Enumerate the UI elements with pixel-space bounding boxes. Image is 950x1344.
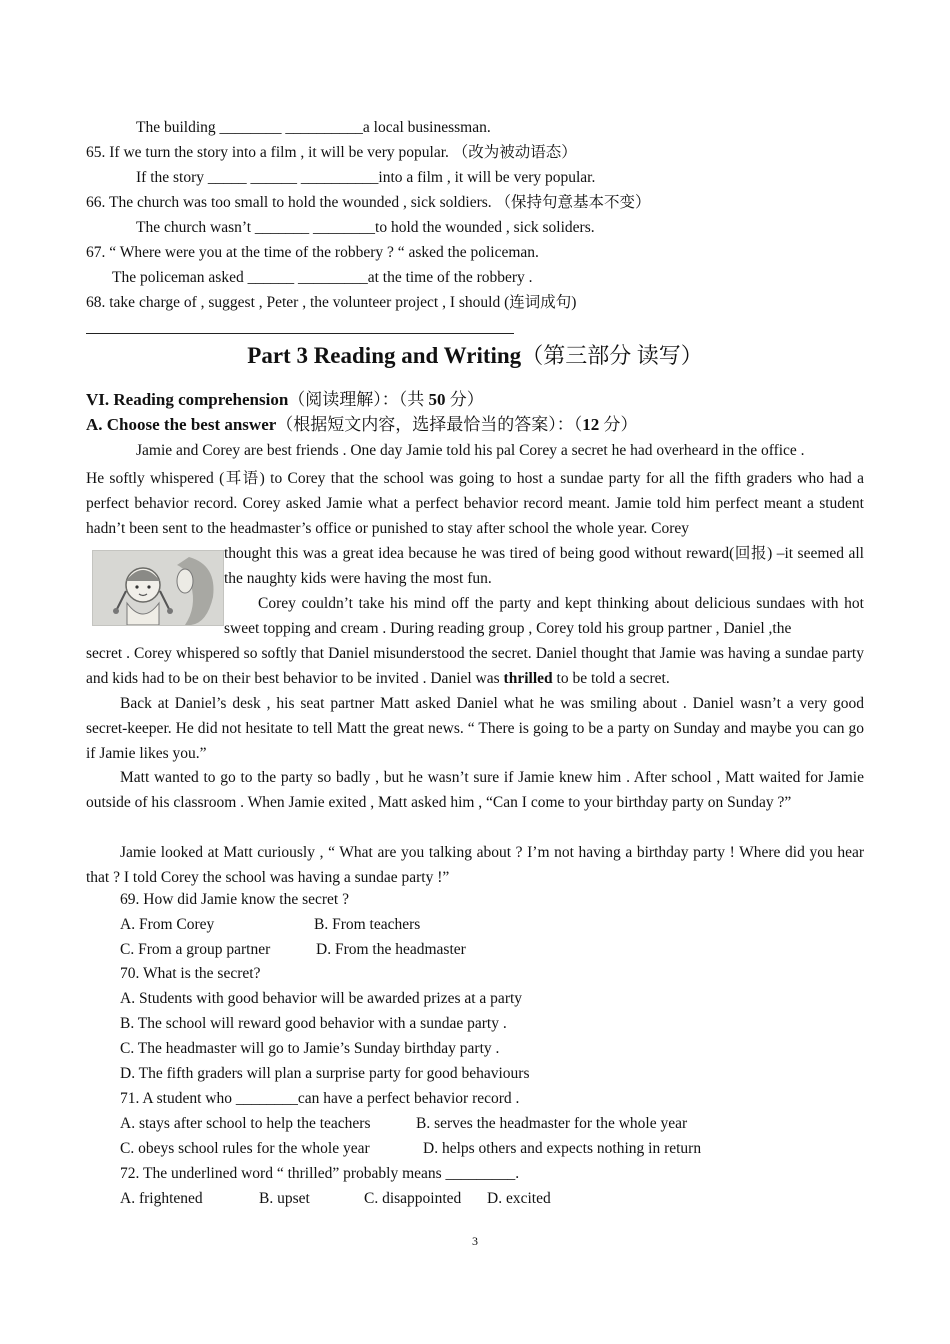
- passage-p4: Matt wanted to go to the party so badly , but he wasn’t sure if Jamie knew him . After school , Matt waited for Jamie outside of his classroom . When Jamie exited , Matt asked him , “Can I come to your birthday party on Sunday ?”: [86, 769, 864, 811]
- passage-p1-wrapped: thought this was a great idea because he was tired of being good without reward(回报) –it seemed all the naughty kids were having the most fun.: [224, 545, 864, 587]
- girls-whispering-icon: [93, 551, 223, 625]
- girls-whispering-illustration: [92, 550, 224, 626]
- passage-p2-wrapped: Corey couldn’t take his mind off the party and kept thinking about delicious sundaes with hot sweet topping and cream . During reading group , Corey told his group partner , Daniel ,the: [224, 595, 864, 637]
- section-a-title: A. Choose the best answer: [86, 415, 277, 434]
- passage-thrilled-word: thrilled: [503, 670, 553, 687]
- part3-title-en: Part 3 Reading and Writing: [247, 343, 522, 368]
- page-number: 3: [472, 1234, 478, 1248]
- q69-option-d[interactable]: D. From the headmaster: [316, 941, 466, 958]
- q71-option-b[interactable]: B. serves the headmaster for the whole year: [416, 1115, 688, 1132]
- q69-option-c[interactable]: C. From a group partner: [120, 941, 271, 958]
- passage-p2-text-end: to be told a secret.: [552, 670, 670, 687]
- q72-option-b[interactable]: B. upset: [259, 1190, 310, 1207]
- part3-title-cn: （第三部分 读写）: [521, 343, 703, 368]
- q71-option-c[interactable]: C. obeys school rules for the whole year: [120, 1140, 370, 1157]
- q70-option-a[interactable]: A. Students with good behavior will be awarded prizes at a party: [120, 990, 523, 1007]
- q69-stem: 69. How did Jamie know the secret ?: [120, 891, 349, 908]
- section-a-points: 12: [582, 415, 600, 434]
- passage-p1-body: He softly whispered (耳语) to Corey that the school was going to host a sundae party for all the fifth graders who had a perfect behavior record. Corey asked Jamie what a perfect behavior record meant. Jamie told him perfect meant a student hadn’t been sent to the headmaster’s office or punished to stay after school the whole year. Corey: [86, 470, 864, 537]
- section-vi-title-cn: （阅读理解）：（共: [288, 390, 429, 409]
- q67-answer-line: The policeman asked ______ _________at the time of the robbery .: [112, 269, 533, 286]
- q68-prompt: 68. take charge of , suggest , Peter , the volunteer project , I should (连词成句): [86, 294, 577, 311]
- passage-p3: Back at Daniel’s desk , his seat partner Matt asked Daniel what he was smiling about . Daniel wasn’t a very good secret-keeper. He did not hesitate to tell Matt the great news. “ There is going to be a party on Sunday and maybe you can go if Jamie likes you.”: [86, 695, 864, 762]
- section-vi-points-suffix: 分）: [445, 390, 484, 409]
- q66-prompt: 66. The church was too small to hold the wounded , sick soldiers. （保持句意基本不变）: [86, 194, 651, 211]
- q70-option-b[interactable]: B. The school will reward good behavior with a sundae party .: [120, 1015, 507, 1032]
- q65-answer-line: If the story _____ ______ __________into a film , it will be very popular.: [136, 169, 596, 186]
- q69-option-a[interactable]: A. From Corey: [120, 916, 215, 933]
- q70-stem: 70. What is the secret?: [120, 965, 261, 982]
- section-vi-points: 50: [428, 390, 446, 409]
- passage-p2-text: secret . Corey whispered so softly that Daniel misunderstood the secret. Daniel thought that Jamie was having a sundae party and kids had to be on their best behavior to be invited . Daniel was: [86, 645, 864, 687]
- q69-option-b[interactable]: B. From teachers: [314, 916, 421, 933]
- passage-p5: Jamie looked at Matt curiously , “ What are you talking about ? I’m not having a birthday party ! Where did you hear that ? I told Corey the school was having a sundae party !”: [86, 844, 864, 886]
- section-a-heading: [86, 414, 638, 436]
- section-vi-title: VI. Reading comprehension: [86, 390, 289, 409]
- q66-answer-line: The church wasn’t _______ ________to hold the wounded , sick soliders.: [136, 219, 595, 236]
- q72-option-d[interactable]: D. excited: [487, 1190, 551, 1207]
- q64-answer-line: The building ________ __________a local businessman.: [136, 119, 491, 136]
- q71-stem: 71. A student who ________can have a perfect behavior record .: [120, 1090, 520, 1107]
- section-a-points-suffix: 分）: [599, 415, 638, 434]
- passage-p2-body: [86, 641, 864, 691]
- q72-option-c[interactable]: C. disappointed: [364, 1190, 462, 1207]
- section-vi-heading: [86, 389, 484, 411]
- q70-option-d[interactable]: D. The fifth graders will plan a surprise party for good behaviours: [120, 1065, 530, 1082]
- section-a-title-cn: （根据短文内容，选择最恰当的答案）：（: [276, 415, 583, 434]
- q71-option-a[interactable]: A. stays after school to help the teachers: [120, 1115, 371, 1132]
- q70-option-c[interactable]: C. The headmaster will go to Jamie’s Sunday birthday party .: [120, 1040, 500, 1057]
- q71-option-d[interactable]: D. helps others and expects nothing in return: [423, 1140, 702, 1157]
- q72-option-a[interactable]: A. frightened: [120, 1190, 203, 1207]
- q68-answer-rule: [86, 333, 514, 334]
- q72-stem: 72. The underlined word “ thrilled” probably means _________.: [120, 1165, 520, 1182]
- q67-prompt: 67. “ Where were you at the time of the robbery ? “ asked the policeman.: [86, 244, 539, 261]
- part3-title: [0, 340, 950, 372]
- q65-prompt: 65. If we turn the story into a film , it will be very popular. （改为被动语态）: [86, 144, 577, 161]
- passage-p1-first-line: Jamie and Corey are best friends . One day Jamie told his pal Corey a secret he had overheard in the office .: [136, 442, 805, 459]
